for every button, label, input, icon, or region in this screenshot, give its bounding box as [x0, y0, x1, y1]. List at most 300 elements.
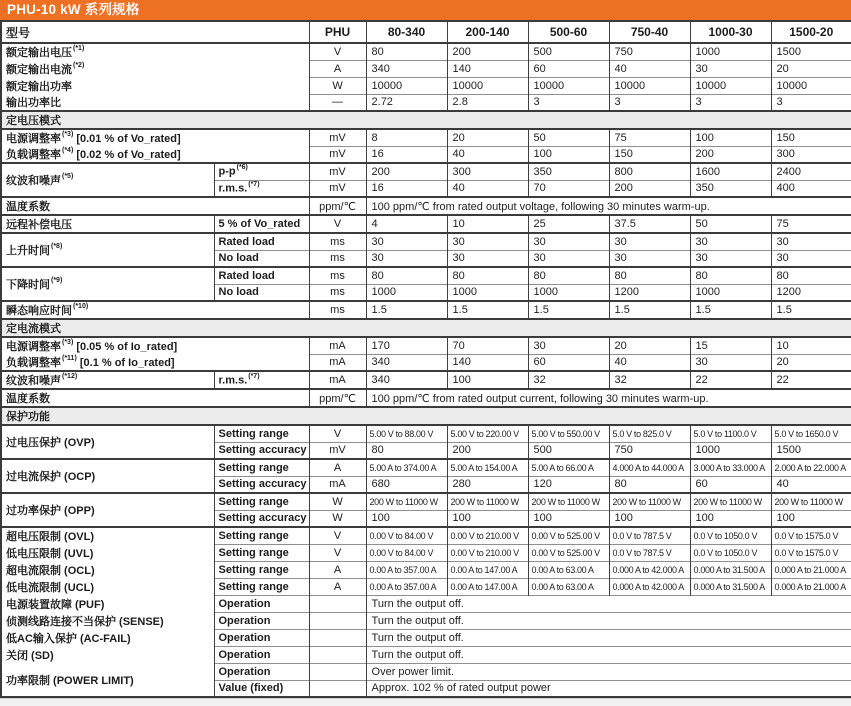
value-cell: 350: [528, 163, 609, 180]
label-text: 输出功率比: [6, 97, 61, 109]
value-cell: 20: [447, 129, 528, 146]
value-cell: 20: [771, 354, 851, 371]
unit-cell: A: [309, 578, 366, 595]
value-cell: 80: [366, 43, 447, 60]
unit-cell: [309, 646, 366, 663]
row-sublabel: [214, 442, 309, 459]
spec-row: [1, 493, 851, 510]
value-cell: 1200: [609, 284, 690, 301]
value-cell: 200: [447, 442, 528, 459]
row-label: [1, 163, 214, 197]
label-text: Operation: [218, 597, 271, 610]
label-text: 超电压限制 (OVL): [6, 531, 94, 543]
model-header: 750-40: [609, 21, 690, 43]
value-cell: 30: [528, 233, 609, 250]
row-sublabel: [214, 680, 309, 697]
value-cell: 200 W to 11000 W: [771, 493, 851, 510]
value-cell: 340: [366, 60, 447, 77]
value-cell: 3: [690, 94, 771, 111]
label-text: 关闭 (SD): [6, 649, 54, 662]
spec-row: [1, 527, 851, 544]
value-cell: 0.00 V to 210.00 V: [447, 527, 528, 544]
value-cell: 100: [690, 510, 771, 527]
row-label: [1, 371, 214, 389]
value-cell: 80: [609, 476, 690, 493]
spec-row: [1, 389, 851, 407]
value-cell: 50: [690, 215, 771, 233]
footnote-marker: (*3): [62, 131, 74, 139]
value-cell: 30: [609, 250, 690, 267]
value-cell: 10000: [528, 77, 609, 94]
value-cell: 1000: [528, 284, 609, 301]
row-label: [1, 233, 214, 267]
row-label: [1, 663, 214, 697]
value-cell: 1000: [690, 442, 771, 459]
value-cell: 5.0 V to 825.0 V: [609, 425, 690, 442]
label-text: 温度系数: [6, 201, 50, 213]
footnote-marker: (*6): [236, 164, 248, 172]
section-header: 定电压模式: [1, 111, 851, 129]
label-text: 过功率保护 (OPP): [6, 505, 95, 517]
value-cell: 1000: [447, 284, 528, 301]
value-cell: Turn the output off.: [366, 646, 851, 663]
value-cell: 1200: [771, 284, 851, 301]
footnote-marker: (*8): [51, 243, 63, 251]
label-text: 额定输出功率: [6, 80, 72, 93]
value-cell: 3: [771, 94, 851, 111]
value-cell: 60: [528, 354, 609, 371]
label-text: 电源调整率: [6, 341, 61, 353]
label-text: r.m.s.: [218, 182, 248, 195]
page-bottom-strip: [0, 698, 851, 706]
spec-row: [1, 163, 851, 180]
unit-cell: V: [309, 425, 366, 442]
label-text: 低电流限制 (UCL): [6, 581, 94, 594]
value-cell: 0.00 A to 147.00 A: [447, 578, 528, 595]
value-cell: 30: [771, 233, 851, 250]
row-sublabel: [214, 561, 309, 578]
value-cell: 30: [690, 354, 771, 371]
spec-row: [1, 77, 851, 94]
unit-cell: ms: [309, 250, 366, 267]
footnote-marker: (*7): [248, 372, 260, 380]
unit-cell: ms: [309, 284, 366, 301]
spec-row: [1, 371, 851, 389]
label-text: Setting accuracy: [218, 444, 307, 457]
label-text: 远程补偿电压: [6, 219, 72, 231]
spec-row: [1, 629, 851, 646]
value-cell: 100: [690, 129, 771, 146]
row-sublabel: [214, 284, 309, 301]
label-text: 下降时间: [6, 279, 50, 291]
row-label: [1, 389, 309, 407]
label-text: No load: [218, 286, 259, 299]
row-label: [1, 629, 214, 646]
value-cell: 10000: [609, 77, 690, 94]
value-cell: 0.0 V to 1575.0 V: [771, 527, 851, 544]
row-sublabel: [214, 493, 309, 510]
spec-row: [1, 544, 851, 561]
value-cell: 40: [609, 60, 690, 77]
label-text: Operation: [218, 631, 271, 644]
value-cell: 16: [366, 180, 447, 197]
label-text: Operation: [218, 648, 271, 661]
value-cell: Approx. 102 % of rated output power: [366, 680, 851, 697]
row-label: [1, 527, 214, 544]
value-cell: 200: [690, 146, 771, 163]
footnote-marker: (*7): [248, 180, 260, 188]
value-cell: 10000: [690, 77, 771, 94]
value-cell: 200 W to 11000 W: [528, 493, 609, 510]
spec-row: [1, 215, 851, 233]
unit-cell: V: [309, 215, 366, 233]
value-cell: 60: [528, 60, 609, 77]
value-cell: 140: [447, 354, 528, 371]
row-sublabel: [214, 180, 309, 197]
value-cell: 40: [447, 146, 528, 163]
unit-cell: A: [309, 459, 366, 476]
value-cell: 30: [447, 250, 528, 267]
spec-row: [1, 146, 851, 163]
label-text: Operation: [218, 614, 271, 627]
label-text: 5 % of Vo_rated: [218, 218, 301, 230]
label-text: No load: [218, 252, 259, 265]
unit-cell: A: [309, 60, 366, 77]
value-cell: 680: [366, 476, 447, 493]
value-cell: 0.0 V to 787.5 V: [609, 527, 690, 544]
row-sublabel: [214, 476, 309, 493]
row-sublabel: [214, 215, 309, 233]
label-tail: [0.01 % of Vo_rated]: [73, 133, 181, 145]
label-text: 功率限制 (POWER LIMIT): [6, 674, 134, 687]
value-cell: 22: [771, 371, 851, 389]
label-text: Setting range: [218, 546, 289, 559]
label-tail: [0.05 % of Io_rated]: [73, 341, 178, 353]
section-header: 定电流模式: [1, 319, 851, 337]
row-sublabel: [214, 459, 309, 476]
label-text: p-p: [218, 166, 236, 179]
value-cell: 20: [771, 60, 851, 77]
row-label: [1, 561, 214, 578]
value-cell: 150: [771, 129, 851, 146]
label-tail: [0.1 % of Io_rated]: [76, 357, 175, 369]
label-text: 电源装置故障 (PUF): [6, 598, 105, 611]
unit-cell: V: [309, 43, 366, 60]
row-label: [1, 459, 214, 493]
value-cell: 340: [366, 354, 447, 371]
value-cell: 5.00 V to 550.00 V: [528, 425, 609, 442]
value-cell: 10000: [447, 77, 528, 94]
value-cell: 4.000 A to 44.000 A: [609, 459, 690, 476]
value-cell: 200 W to 11000 W: [690, 493, 771, 510]
row-sublabel: [214, 629, 309, 646]
label-text: Setting accuracy: [218, 478, 307, 491]
value-cell: 30: [771, 250, 851, 267]
value-cell: 120: [528, 476, 609, 493]
value-cell: 2.000 A to 22.000 A: [771, 459, 851, 476]
row-sublabel: [214, 527, 309, 544]
footnote-marker: (*3): [62, 339, 74, 347]
unit-cell: mV: [309, 442, 366, 459]
value-cell: 30: [528, 250, 609, 267]
value-cell: 0.0 V to 1050.0 V: [690, 544, 771, 561]
value-cell: 70: [447, 337, 528, 354]
value-cell: 32: [609, 371, 690, 389]
value-cell: 5.00 V to 88.00 V: [366, 425, 447, 442]
value-cell: 32: [528, 371, 609, 389]
unit-cell: mV: [309, 129, 366, 146]
row-label: [1, 354, 309, 371]
spec-row: [1, 354, 851, 371]
value-cell: 30: [366, 250, 447, 267]
value-cell: 400: [771, 180, 851, 197]
row-sublabel: [214, 510, 309, 527]
value-cell: 8: [366, 129, 447, 146]
value-cell: 50: [528, 129, 609, 146]
row-sublabel: [214, 233, 309, 250]
unit-cell: mV: [309, 146, 366, 163]
model-header: 1000-30: [690, 21, 771, 43]
value-cell: 3.000 A to 33.000 A: [690, 459, 771, 476]
footnote-marker: (*5): [62, 173, 74, 181]
unit-cell: W: [309, 493, 366, 510]
spec-row: [1, 43, 851, 60]
value-cell: 40: [771, 476, 851, 493]
value-cell: 0.00 V to 84.00 V: [366, 544, 447, 561]
value-cell: 3: [528, 94, 609, 111]
value-cell: 100 ppm/℃ from rated output current, following 30 minutes warm-up.: [366, 389, 851, 407]
value-cell: 1.5: [690, 301, 771, 319]
value-cell: 280: [447, 476, 528, 493]
value-cell: 75: [771, 215, 851, 233]
row-sublabel: [214, 163, 309, 180]
row-label: [1, 612, 214, 629]
unit-cell: mV: [309, 163, 366, 180]
value-cell: 40: [609, 354, 690, 371]
value-cell: 30: [447, 233, 528, 250]
value-cell: 100: [447, 371, 528, 389]
value-cell: 500: [528, 43, 609, 60]
row-label: [1, 337, 309, 354]
model-header: 80-340: [366, 21, 447, 43]
spec-row: [1, 197, 851, 215]
spec-row: [1, 407, 851, 425]
value-cell: 100: [447, 510, 528, 527]
row-label: [1, 646, 214, 663]
label-text: 温度系数: [6, 393, 50, 405]
label-text: 电源调整率: [6, 133, 61, 145]
footnote-marker: (*12): [62, 373, 78, 381]
value-cell: 2400: [771, 163, 851, 180]
unit-cell: ms: [309, 233, 366, 250]
value-cell: 0.000 A to 21.000 A: [771, 578, 851, 595]
label-text: 过电流保护 (OCP): [6, 471, 96, 483]
spec-row: [1, 663, 851, 680]
value-cell: 750: [609, 442, 690, 459]
row-sublabel: [214, 578, 309, 595]
unit-cell: [309, 612, 366, 629]
spec-row: [1, 233, 851, 250]
label-text: 负载调整率: [6, 357, 61, 369]
row-label: [1, 60, 309, 77]
model-col-header: 型号: [1, 21, 309, 43]
value-cell: 1000: [690, 43, 771, 60]
value-cell: 200: [609, 180, 690, 197]
value-cell: 100 ppm/℃ from rated output voltage, following 30 minutes warm-up.: [366, 197, 851, 215]
value-cell: 0.000 A to 31.500 A: [690, 561, 771, 578]
value-cell: 75: [609, 129, 690, 146]
value-cell: 0.00 A to 357.00 A: [366, 578, 447, 595]
row-label: [1, 43, 309, 60]
value-cell: 340: [366, 371, 447, 389]
label-text: Setting range: [218, 580, 289, 593]
value-cell: 3: [609, 94, 690, 111]
value-cell: 1000: [366, 284, 447, 301]
spec-row: [1, 129, 851, 146]
unit-cell: ms: [309, 267, 366, 284]
unit-cell: mA: [309, 476, 366, 493]
value-cell: 5.0 V to 1100.0 V: [690, 425, 771, 442]
value-cell: 10000: [771, 77, 851, 94]
value-cell: Turn the output off.: [366, 595, 851, 612]
value-cell: 0.000 A to 42.000 A: [609, 561, 690, 578]
label-text: Setting range: [218, 529, 289, 542]
value-cell: 0.00 A to 357.00 A: [366, 561, 447, 578]
unit-cell: [309, 629, 366, 646]
spec-row: [1, 425, 851, 442]
label-text: 额定输出电压: [6, 47, 72, 59]
value-cell: 10: [771, 337, 851, 354]
value-cell: 5.0 V to 1650.0 V: [771, 425, 851, 442]
unit-cell: —: [309, 94, 366, 111]
label-tail: [0.02 % of Vo_rated]: [73, 149, 181, 161]
spec-table-body: [1, 21, 851, 697]
label-text: Value (fixed): [218, 682, 284, 695]
value-cell: 0.00 V to 210.00 V: [447, 544, 528, 561]
value-cell: 15: [690, 337, 771, 354]
spec-row: [1, 459, 851, 476]
value-cell: 0.00 A to 63.00 A: [528, 561, 609, 578]
label-text: Setting range: [218, 563, 289, 576]
row-label: [1, 578, 214, 595]
row-label: [1, 425, 214, 459]
value-cell: 80: [447, 267, 528, 284]
unit-cell: mV: [309, 180, 366, 197]
spec-row: [1, 595, 851, 612]
value-cell: 5.00 A to 66.00 A: [528, 459, 609, 476]
row-label: [1, 77, 309, 94]
label-text: r.m.s.: [218, 374, 248, 387]
spec-row: [1, 612, 851, 629]
row-label: [1, 493, 214, 527]
unit-cell: mA: [309, 354, 366, 371]
spec-table: [0, 20, 851, 698]
value-cell: 0.000 A to 21.000 A: [771, 561, 851, 578]
value-cell: 100: [366, 510, 447, 527]
spec-row: [1, 578, 851, 595]
unit-cell: ppm/℃: [309, 197, 366, 215]
value-cell: 100: [528, 510, 609, 527]
value-cell: 0.00 A to 63.00 A: [528, 578, 609, 595]
value-cell: 300: [771, 146, 851, 163]
unit-cell: [309, 663, 366, 680]
value-cell: 30: [609, 233, 690, 250]
value-cell: 100: [609, 510, 690, 527]
value-cell: 80: [366, 442, 447, 459]
unit-cell: V: [309, 544, 366, 561]
value-cell: 2.8: [447, 94, 528, 111]
row-label: [1, 544, 214, 561]
label-text: 低电压限制 (UVL): [6, 547, 94, 560]
value-cell: 80: [771, 267, 851, 284]
value-cell: 200: [366, 163, 447, 180]
value-cell: 40: [447, 180, 528, 197]
unit-cell: ppm/℃: [309, 389, 366, 407]
row-label: [1, 595, 214, 612]
label-text: Setting range: [218, 495, 289, 508]
value-cell: 2.72: [366, 94, 447, 111]
value-cell: 0.00 V to 84.00 V: [366, 527, 447, 544]
spec-row: [1, 111, 851, 129]
row-label: [1, 197, 309, 215]
value-cell: 4: [366, 215, 447, 233]
value-cell: 100: [771, 510, 851, 527]
row-label: [1, 129, 309, 146]
spec-row: [1, 94, 851, 111]
spec-row: [1, 319, 851, 337]
row-label: [1, 215, 214, 233]
label-text: 过电压保护 (OVP): [6, 437, 95, 449]
value-cell: 0.00 A to 147.00 A: [447, 561, 528, 578]
value-cell: 5.00 A to 374.00 A: [366, 459, 447, 476]
spec-header-row: [1, 21, 851, 43]
label-text: Setting range: [218, 427, 289, 440]
section-header: 保护功能: [1, 407, 851, 425]
value-cell: 80: [366, 267, 447, 284]
value-cell: 80: [609, 267, 690, 284]
unit-cell: W: [309, 77, 366, 94]
value-cell: 1.5: [771, 301, 851, 319]
label-text: 负载调整率: [6, 149, 61, 161]
row-label: [1, 146, 309, 163]
row-sublabel: [214, 595, 309, 612]
value-cell: 0.000 A to 42.000 A: [609, 578, 690, 595]
value-cell: 30: [528, 337, 609, 354]
row-label: [1, 267, 214, 301]
label-text: 纹波和噪声: [6, 175, 61, 187]
value-cell: 30: [366, 233, 447, 250]
label-text: Setting range: [218, 461, 289, 474]
value-cell: 0.0 V to 1575.0 V: [771, 544, 851, 561]
footnote-marker: (*10): [73, 303, 89, 311]
model-header: 1500-20: [771, 21, 851, 43]
label-text: Setting accuracy: [218, 512, 307, 525]
value-cell: 0.0 V to 1050.0 V: [690, 527, 771, 544]
label-text: Rated load: [218, 269, 275, 282]
unit-cell: ms: [309, 301, 366, 319]
value-cell: 10: [447, 215, 528, 233]
value-cell: 60: [690, 476, 771, 493]
value-cell: Turn the output off.: [366, 629, 851, 646]
value-cell: 200 W to 11000 W: [447, 493, 528, 510]
value-cell: 80: [528, 267, 609, 284]
value-cell: 300: [447, 163, 528, 180]
spec-row: [1, 267, 851, 284]
model-header: 200-140: [447, 21, 528, 43]
footnote-marker: (*2): [73, 61, 85, 69]
value-cell: 5.00 V to 220.00 V: [447, 425, 528, 442]
row-sublabel: [214, 663, 309, 680]
